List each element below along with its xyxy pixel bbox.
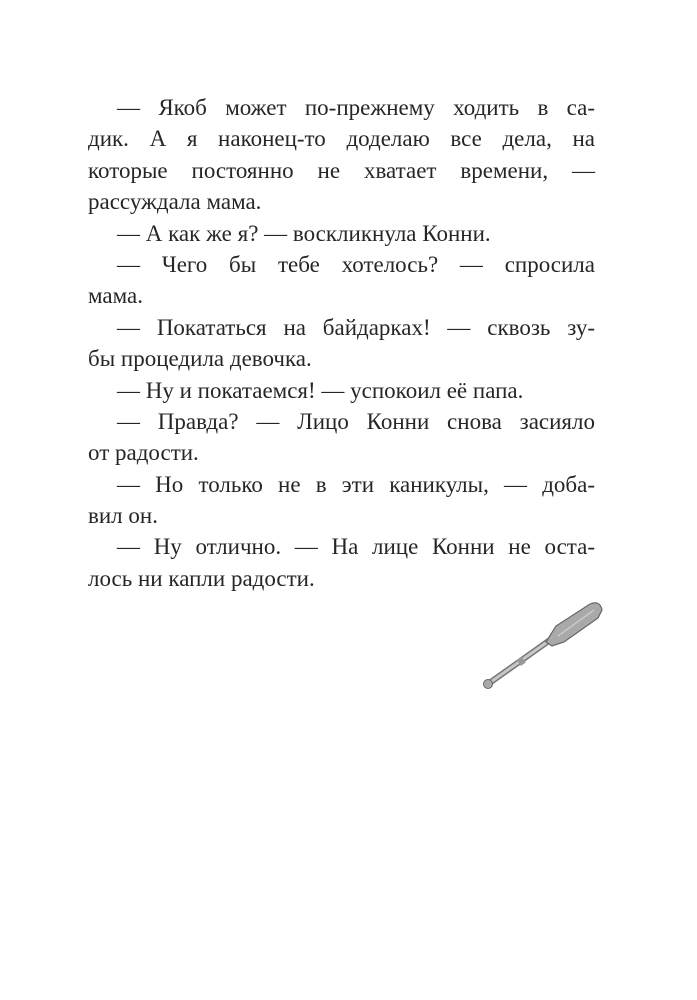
- text-line: — Чего бы тебе хотелось? — спросила: [117, 251, 595, 277]
- text-line: мама.: [88, 283, 143, 309]
- text-line: — Покататься на байдарках! — сквозь зу-: [117, 314, 595, 340]
- text-line: — Правда? — Лицо Конни снова засияло: [117, 408, 595, 434]
- text-line: — А как же я? — воскликнула Конни.: [117, 220, 491, 246]
- text-line: бы процедила девочка.: [88, 346, 312, 372]
- text-line: лось ни капли радости.: [88, 565, 315, 591]
- text-line: от радости.: [88, 440, 199, 466]
- text-line: рассуждала мама.: [88, 189, 262, 215]
- text-line: — Но только не в эти каникулы, — доба-: [117, 471, 595, 497]
- text-line: вил он.: [88, 503, 158, 529]
- text-line: дик. А я наконец-то доделаю все дела, на: [88, 126, 595, 152]
- paddle-icon: [478, 596, 618, 696]
- text-line: — Якоб может по-прежнему ходить в са-: [117, 95, 595, 120]
- text-line: которые постоянно не хватает времени, —: [88, 157, 595, 183]
- page-text: [88, 92, 595, 594]
- text-line: — Ну отлично. — На лице Конни не оста-: [117, 534, 595, 560]
- text-line: — Ну и покатаемся! — успокоил её папа.: [117, 377, 524, 403]
